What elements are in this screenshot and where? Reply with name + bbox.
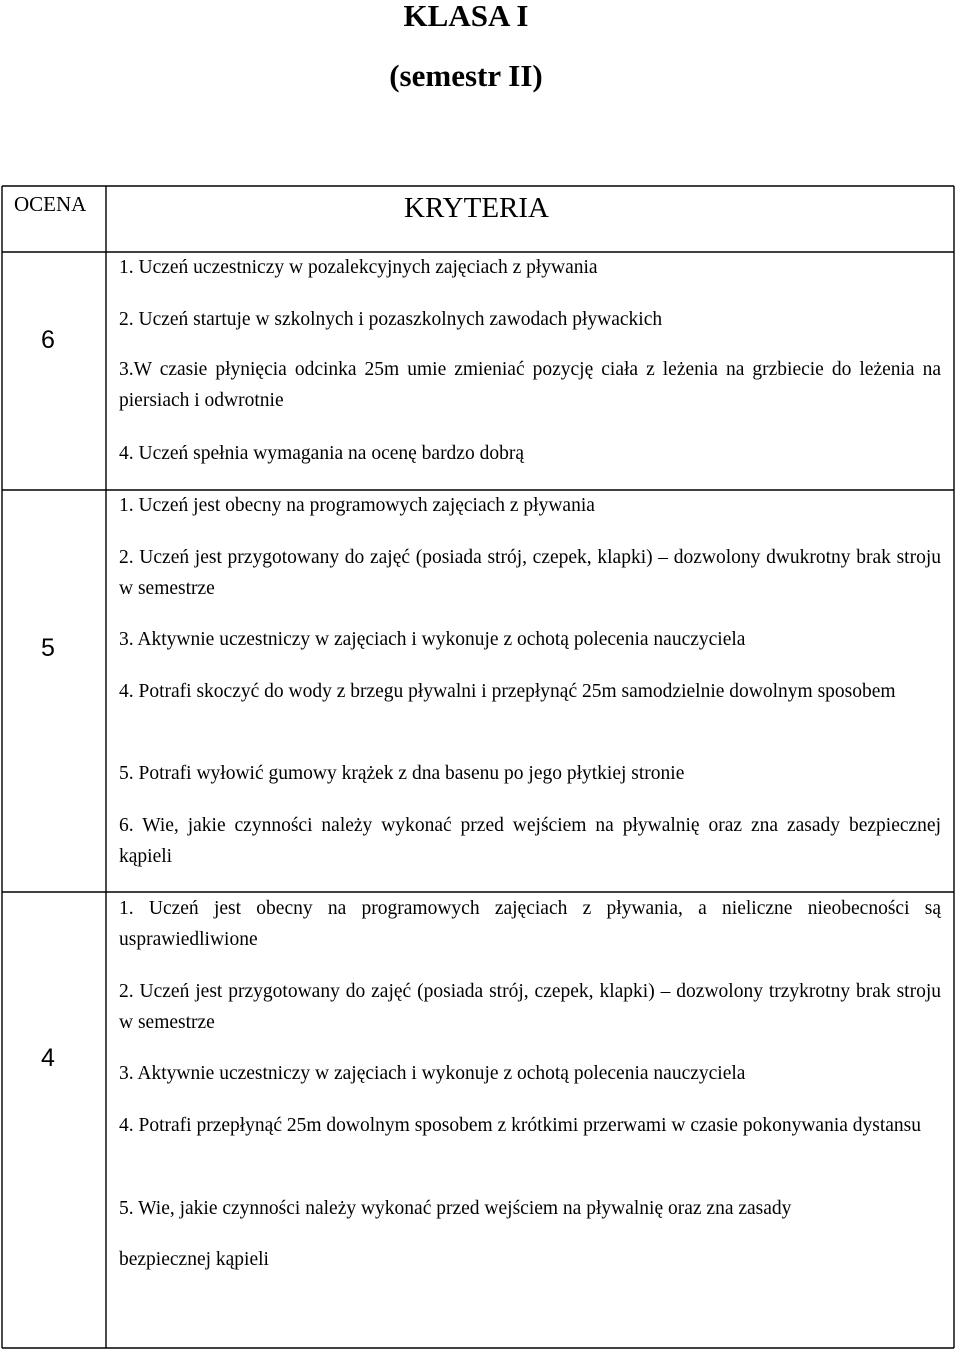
criterion-item: 2. Uczeń startuje w szkolnych i pozaszkolnych zawodach pływackich bbox=[119, 309, 663, 330]
criterion-item: 4. Uczeń spełnia wymagania na ocenę bardzo dobrą bbox=[119, 443, 524, 464]
grade-column-header: OCENA bbox=[14, 192, 87, 216]
criterion-item: 4. Potrafi skoczyć do wody z brzegu pływalni i przepłynąć 25m samodzielnie dowolnym sposobem bbox=[119, 681, 896, 702]
criterion-item: 1. Uczeń jest obecny na programowych zajęciach z pływania bbox=[119, 495, 595, 516]
criterion-item: 2. Uczeń jest przygotowany do zajęć (posiada strój, czepek, klapki) – dozwolony trzykrotny brak stroju w semestrze bbox=[119, 981, 941, 1033]
criterion-item: 6. Wie, jakie czynności należy wykonać przed wejściem na pływalnię oraz zna zasady bezpiecznej kąpieli bbox=[119, 815, 941, 867]
grade-cell-5: 5 bbox=[41, 634, 55, 662]
page-title: KLASA I bbox=[403, 0, 529, 33]
criterion-item: 3.W czasie płynięcia odcinka 25m umie zmieniać pozycję ciała z leżenia na grzbiecie do leżenia na piersiach i odwrotnie bbox=[119, 359, 941, 411]
page-subtitle: (semestr II) bbox=[389, 58, 543, 93]
criterion-item: bezpiecznej kąpieli bbox=[119, 1249, 269, 1270]
criterion-item: 3. Aktywnie uczestniczy w zajęciach i wykonuje z ochotą polecenia nauczyciela bbox=[119, 1063, 746, 1084]
criterion-item: 5. Wie, jakie czynności należy wykonać przed wejściem na pływalnię oraz zna zasady bbox=[119, 1198, 792, 1219]
criterion-item: 1. Uczeń jest obecny na programowych zajęciach z pływania, a nieliczne nieobecności są usprawiedliwione bbox=[119, 898, 941, 950]
grade-cell-6: 6 bbox=[41, 326, 55, 354]
criterion-item: 2. Uczeń jest przygotowany do zajęć (posiada strój, czepek, klapki) – dozwolony dwukrotny brak stroju w semestrze bbox=[119, 547, 941, 599]
criterion-item: 3. Aktywnie uczestniczy w zajęciach i wykonuje z ochotą polecenia nauczyciela bbox=[119, 629, 746, 650]
grade-cell-4: 4 bbox=[41, 1044, 55, 1072]
criteria-column-header: KRYTERIA bbox=[404, 192, 549, 224]
criterion-item: 1. Uczeń uczestniczy w pozalekcyjnych zajęciach z pływania bbox=[119, 257, 598, 278]
criterion-item: 4. Potrafi przepłynąć 25m dowolnym sposobem z krótkimi przerwami w czasie pokonywania dystansu bbox=[119, 1115, 922, 1136]
criterion-item: 5. Potrafi wyłowić gumowy krążek z dna basenu po jego płytkiej stronie bbox=[119, 763, 685, 784]
